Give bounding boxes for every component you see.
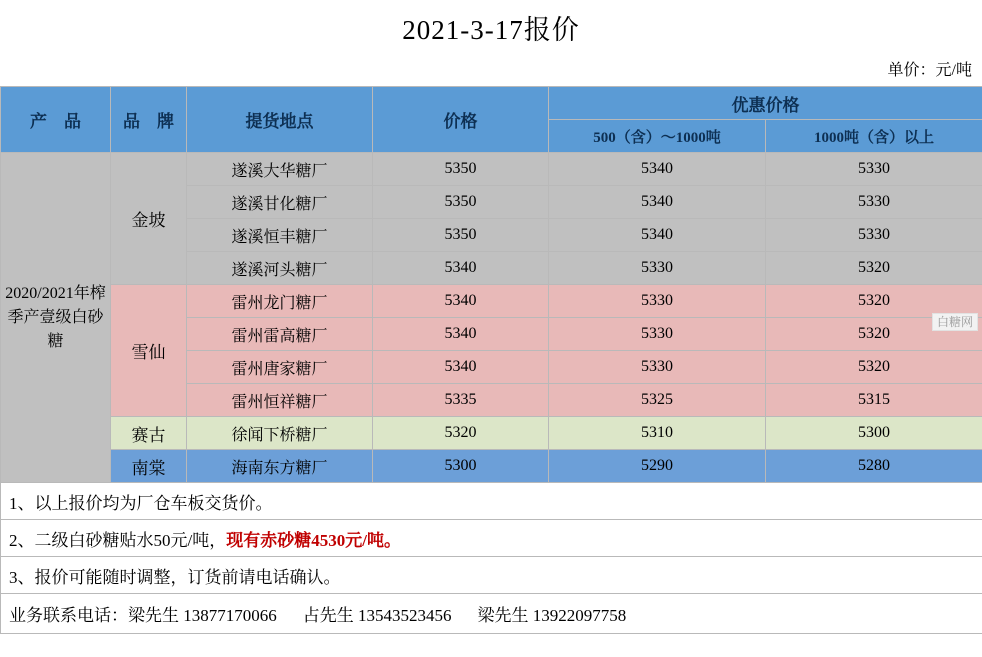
contact-row bbox=[1, 594, 982, 634]
pickup-cell: 遂溪恒丰糖厂 bbox=[187, 219, 373, 252]
table-row bbox=[1, 285, 982, 318]
pickup-cell: 海南东方糖厂 bbox=[187, 450, 373, 483]
pickup-cell: 雷州唐家糖厂 bbox=[187, 351, 373, 384]
brand-cell-nantang: 南棠 bbox=[111, 450, 187, 483]
tier2-cell: 5320 bbox=[766, 318, 982, 351]
note-row-3 bbox=[1, 557, 982, 594]
tier2-cell: 5280 bbox=[766, 450, 982, 483]
header-brand: 品 牌 bbox=[111, 87, 187, 153]
pickup-cell: 雷州雷高糖厂 bbox=[187, 318, 373, 351]
tier2-cell: 5330 bbox=[766, 153, 982, 186]
contact-phone-3: 13922097758 bbox=[532, 606, 627, 625]
tier1-cell: 5325 bbox=[549, 384, 766, 417]
unit-label: 单价：元/吨 bbox=[887, 62, 972, 79]
tier1-cell: 5340 bbox=[549, 153, 766, 186]
price-cell: 5350 bbox=[373, 186, 549, 219]
note-2-prefix: 2、二级白砂糖贴水50元/吨， bbox=[9, 530, 227, 550]
pickup-cell: 雷州龙门糖厂 bbox=[187, 285, 373, 318]
table-row bbox=[1, 153, 982, 186]
pickup-cell: 遂溪河头糖厂 bbox=[187, 252, 373, 285]
contact-phone-1: 13877170066 bbox=[183, 606, 277, 625]
tier2-cell: 5320 bbox=[766, 252, 982, 285]
tier1-cell: 5330 bbox=[549, 318, 766, 351]
header-pickup: 提货地点 bbox=[187, 87, 373, 153]
header-discount-group: 优惠价格 bbox=[549, 87, 982, 120]
header-product: 产 品 bbox=[1, 87, 111, 153]
page-title: 2021-3-17报价 bbox=[402, 15, 580, 45]
tier2-cell: 5300 bbox=[766, 417, 982, 450]
header-tier1: 500（含）～1000吨 bbox=[549, 120, 766, 153]
note-text-1: 1、以上报价均为厂仓车板交货价。 bbox=[1, 483, 982, 520]
pickup-cell: 雷州恒祥糖厂 bbox=[187, 384, 373, 417]
price-cell: 5340 bbox=[373, 318, 549, 351]
table-header-row bbox=[1, 87, 982, 120]
tier2-cell: 5320 bbox=[766, 351, 982, 384]
tier1-cell: 5340 bbox=[549, 186, 766, 219]
brand-cell-xuexian: 雪仙 bbox=[111, 285, 187, 417]
contact-label: 业务联系电话： bbox=[9, 606, 128, 625]
price-cell: 5335 bbox=[373, 384, 549, 417]
pickup-cell: 徐闻下桥糖厂 bbox=[187, 417, 373, 450]
pickup-cell: 遂溪大华糖厂 bbox=[187, 153, 373, 186]
price-table bbox=[0, 86, 982, 634]
note-row-1 bbox=[1, 483, 982, 520]
tier2-cell: 5330 bbox=[766, 219, 982, 252]
price-cell: 5300 bbox=[373, 450, 549, 483]
contact-cell bbox=[1, 594, 982, 634]
contact-name-2: 占先生 bbox=[302, 606, 354, 625]
tier2-cell: 5320 bbox=[766, 285, 982, 318]
price-cell: 5350 bbox=[373, 219, 549, 252]
price-cell: 5350 bbox=[373, 153, 549, 186]
header-price: 价格 bbox=[373, 87, 549, 153]
contact-name-1: 梁先生 bbox=[128, 606, 179, 625]
header-tier2: 1000吨（含）以上 bbox=[766, 120, 982, 153]
note-text-3: 3、报价可能随时调整，订货前请电话确认。 bbox=[1, 557, 982, 594]
watermark-label: 白糖网 bbox=[932, 313, 978, 331]
price-cell: 5340 bbox=[373, 285, 549, 318]
brand-cell-saigu: 赛古 bbox=[111, 417, 187, 450]
contact-phone-2: 13543523456 bbox=[358, 606, 452, 625]
tier1-cell: 5310 bbox=[549, 417, 766, 450]
table-row bbox=[1, 417, 982, 450]
contact-name-3: 梁先生 bbox=[477, 606, 529, 625]
tier1-cell: 5330 bbox=[549, 351, 766, 384]
note-2-highlight: 现有赤砂糖4530元/吨。 bbox=[226, 530, 401, 550]
pickup-cell: 遂溪甘化糖厂 bbox=[187, 186, 373, 219]
tier1-cell: 5340 bbox=[549, 219, 766, 252]
price-cell: 5340 bbox=[373, 351, 549, 384]
tier1-cell: 5290 bbox=[549, 450, 766, 483]
brand-cell-jinpo: 金坡 bbox=[111, 153, 187, 285]
note-text-2 bbox=[1, 520, 982, 557]
tier1-cell: 5330 bbox=[549, 252, 766, 285]
price-cell: 5320 bbox=[373, 417, 549, 450]
tier2-cell: 5330 bbox=[766, 186, 982, 219]
tier2-cell: 5315 bbox=[766, 384, 982, 417]
price-cell: 5340 bbox=[373, 252, 549, 285]
note-row-2 bbox=[1, 520, 982, 557]
tier1-cell: 5330 bbox=[549, 285, 766, 318]
product-name-cell: 2020/2021年榨季产壹级白砂糖 bbox=[1, 153, 111, 483]
table-row bbox=[1, 450, 982, 483]
